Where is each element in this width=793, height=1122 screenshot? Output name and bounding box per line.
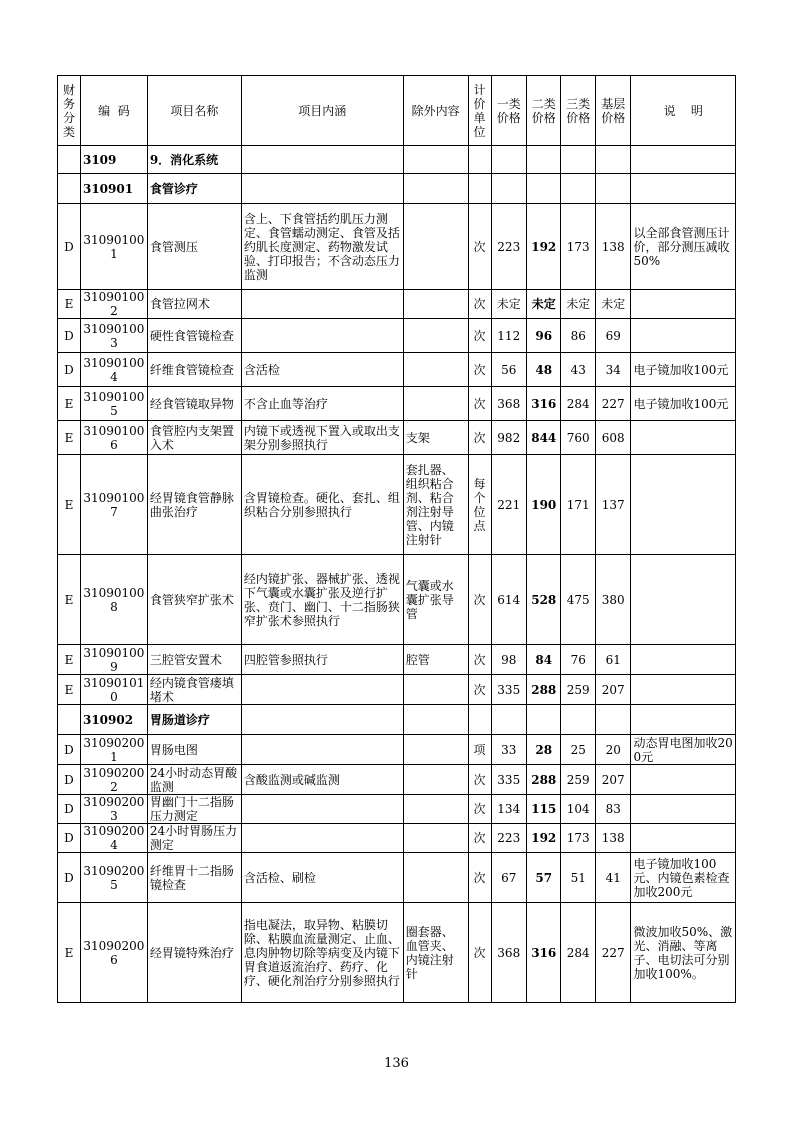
table-row: [58, 204, 736, 290]
item-name-cell: 食管狭窄扩张术: [147, 555, 241, 645]
price3-cell: 173: [561, 824, 595, 853]
table-row: [58, 795, 736, 824]
price4-cell: 未定: [595, 290, 631, 319]
price2-cell: 48: [527, 353, 561, 387]
col-header-note: 说 明: [631, 76, 736, 146]
section-title: 9．消化系统: [147, 146, 241, 174]
col-header-name: 项目名称: [147, 76, 241, 146]
category-cell: E: [58, 455, 81, 555]
content-cell: [241, 735, 403, 765]
table-row: [58, 290, 736, 319]
price3-cell: 未定: [561, 290, 595, 319]
unit-cell: 次: [468, 204, 491, 290]
price1-cell: 223: [491, 824, 527, 853]
col-header-price1: [491, 76, 527, 146]
group-row: [58, 705, 736, 735]
unit-cell: 次: [468, 555, 491, 645]
price4-cell: 227: [595, 387, 631, 421]
price4-cell: 138: [595, 824, 631, 853]
header-price3-text: 三类价格: [566, 96, 591, 125]
empty-cell: [491, 146, 527, 174]
table-row: [58, 903, 736, 1003]
note-cell: [631, 290, 736, 319]
price2-cell: 288: [527, 765, 561, 795]
unit-cell: 次: [468, 387, 491, 421]
price4-cell: 380: [595, 555, 631, 645]
exclusion-cell: [403, 853, 468, 903]
table-row: [58, 555, 736, 645]
price4-cell: 207: [595, 765, 631, 795]
price1-cell: 33: [491, 735, 527, 765]
empty-cell: [403, 174, 468, 204]
price1-cell: 未定: [491, 290, 527, 319]
content-cell: 含活检: [241, 353, 403, 387]
code-cell: 310901004: [80, 353, 147, 387]
note-cell: [631, 421, 736, 455]
price2-cell: 192: [527, 824, 561, 853]
unit-cell: 次: [468, 765, 491, 795]
note-cell: [631, 765, 736, 795]
table-row: [58, 353, 736, 387]
code-cell: 310901008: [80, 555, 147, 645]
item-name-cell: 三腔管安置术: [147, 645, 241, 675]
price1-cell: 368: [491, 387, 527, 421]
content-cell: 四腔管参照执行: [241, 645, 403, 675]
item-name-cell: 纤维食管镜检查: [147, 353, 241, 387]
note-cell: [631, 645, 736, 675]
header-price4-text: 基层价格: [601, 96, 626, 125]
unit-cell: 次: [468, 795, 491, 824]
item-name-cell: 24小时胃肠压力测定: [147, 824, 241, 853]
price1-cell: 982: [491, 421, 527, 455]
unit-cell: 次: [468, 290, 491, 319]
price1-cell: 335: [491, 765, 527, 795]
price3-cell: 760: [561, 421, 595, 455]
col-header-unit: [468, 76, 491, 146]
price4-cell: 41: [595, 853, 631, 903]
content-cell: 不含止血等治疗: [241, 387, 403, 421]
category-cell: E: [58, 421, 81, 455]
header-unit-text: 计价单位: [473, 82, 486, 139]
table-row: [58, 675, 736, 705]
content-cell: 指电凝法，取异物、粘膜切除、粘膜血流量测定、止血、息肉肿物切除等病变及内镜下胃食道返流治疗、药疗、化疗、硬化剂治疗分别参照执行: [241, 903, 403, 1003]
empty-cell: [561, 174, 595, 204]
note-cell: [631, 795, 736, 824]
empty-cell: [491, 705, 527, 735]
group-title: 食管诊疗: [147, 174, 241, 204]
empty-cell: [468, 174, 491, 204]
price3-cell: 171: [561, 455, 595, 555]
content-cell: 含上、下食管括约肌压力测定、食管蠕动测定、食管及括约肌长度测定、药物激发试验、打印报告；不含动态压力监测: [241, 204, 403, 290]
price4-cell: 227: [595, 903, 631, 1003]
item-name-cell: 纤维胃十二指肠镜检查: [147, 853, 241, 903]
col-header-category: [58, 76, 81, 146]
category-cell: D: [58, 319, 81, 353]
code-cell: 310902003: [80, 795, 147, 824]
empty-cell: [595, 705, 631, 735]
unit-cell: 次: [468, 421, 491, 455]
price2-cell: 528: [527, 555, 561, 645]
item-name-cell: 经胃镜食管静脉曲张治疗: [147, 455, 241, 555]
price2-cell: 288: [527, 675, 561, 705]
note-cell: [631, 455, 736, 555]
header-price2-text: 二类价格: [531, 96, 556, 125]
note-cell: 电子镜加收100元: [631, 387, 736, 421]
price1-cell: 221: [491, 455, 527, 555]
price3-cell: 259: [561, 765, 595, 795]
price1-cell: 112: [491, 319, 527, 353]
empty-cell: [403, 705, 468, 735]
col-header-price3: [561, 76, 595, 146]
table-row: [58, 421, 736, 455]
item-name-cell: 食管测压: [147, 204, 241, 290]
category-cell: D: [58, 795, 81, 824]
price2-cell: 316: [527, 903, 561, 1003]
empty-cell: [561, 705, 595, 735]
item-name-cell: 胃幽门十二指肠压力测定: [147, 795, 241, 824]
note-cell: [631, 555, 736, 645]
col-header-content: 项目内涵: [241, 76, 403, 146]
category-cell: D: [58, 353, 81, 387]
price4-cell: 69: [595, 319, 631, 353]
note-cell: [631, 675, 736, 705]
exclusion-cell: [403, 795, 468, 824]
exclusion-cell: [403, 290, 468, 319]
exclusion-cell: 套扎器、组织粘合剂、粘合剂注射导管、内镜注射针: [403, 455, 468, 555]
note-cell: 电子镜加收100元、内镜色素检查加收200元: [631, 853, 736, 903]
header-price1-text: 一类价格: [496, 96, 521, 125]
exclusion-cell: [403, 824, 468, 853]
category-cell: D: [58, 824, 81, 853]
code-cell: 310901007: [80, 455, 147, 555]
empty-cell: [631, 705, 736, 735]
group-title: 胃肠道诊疗: [147, 705, 241, 735]
col-header-price4: [595, 76, 631, 146]
content-cell: [241, 824, 403, 853]
table-row: [58, 735, 736, 765]
unit-cell: 次: [468, 903, 491, 1003]
note-cell: 动态胃电图加收200元: [631, 735, 736, 765]
table-row: [58, 387, 736, 421]
table-row: [58, 319, 736, 353]
price3-cell: 51: [561, 853, 595, 903]
unit-cell: 次: [468, 824, 491, 853]
price1-cell: 67: [491, 853, 527, 903]
item-name-cell: 硬性食管镜检查: [147, 319, 241, 353]
content-cell: 含活检、刷检: [241, 853, 403, 903]
price1-cell: 614: [491, 555, 527, 645]
note-cell: 微波加收50%、激光、消融、等离子、电切法可分别加收100%。: [631, 903, 736, 1003]
price3-cell: 43: [561, 353, 595, 387]
price3-cell: 284: [561, 387, 595, 421]
unit-cell: 次: [468, 853, 491, 903]
price2-cell: 57: [527, 853, 561, 903]
content-cell: [241, 319, 403, 353]
price2-cell: 未定: [527, 290, 561, 319]
table-row: [58, 455, 736, 555]
unit-cell: 次: [468, 319, 491, 353]
exclusion-cell: [403, 319, 468, 353]
item-name-cell: 经内镜食管瘘填堵术: [147, 675, 241, 705]
price4-cell: 83: [595, 795, 631, 824]
price1-cell: 368: [491, 903, 527, 1003]
exclusion-cell: [403, 675, 468, 705]
content-cell: [241, 290, 403, 319]
price3-cell: 25: [561, 735, 595, 765]
category-cell: E: [58, 645, 81, 675]
unit-cell: 次: [468, 353, 491, 387]
section-row: [58, 146, 736, 174]
table-body: [58, 76, 736, 1003]
group-row: [58, 174, 736, 204]
price2-cell: 316: [527, 387, 561, 421]
empty-cell: [58, 705, 81, 735]
code-cell: 310901005: [80, 387, 147, 421]
code-cell: 310901002: [80, 290, 147, 319]
price2-cell: 192: [527, 204, 561, 290]
price1-cell: 223: [491, 204, 527, 290]
table-row: [58, 853, 736, 903]
exclusion-cell: 腔管: [403, 645, 468, 675]
empty-cell: [58, 174, 81, 204]
price4-cell: 34: [595, 353, 631, 387]
note-cell: [631, 824, 736, 853]
price2-cell: 844: [527, 421, 561, 455]
category-cell: E: [58, 387, 81, 421]
item-name-cell: 胃肠电图: [147, 735, 241, 765]
col-header-price2: [527, 76, 561, 146]
code-cell: 310902002: [80, 765, 147, 795]
item-name-cell: 经胃镜特殊治疗: [147, 903, 241, 1003]
category-cell: D: [58, 204, 81, 290]
empty-cell: [631, 174, 736, 204]
empty-cell: [491, 174, 527, 204]
empty-cell: [241, 146, 403, 174]
price3-cell: 76: [561, 645, 595, 675]
price3-cell: 86: [561, 319, 595, 353]
code-cell: 310901010: [80, 675, 147, 705]
item-name-cell: 食管腔内支架置入术: [147, 421, 241, 455]
price4-cell: 137: [595, 455, 631, 555]
content-cell: 含胃镜检查。硬化、套扎、组织粘合分别参照执行: [241, 455, 403, 555]
code-cell: 310902006: [80, 903, 147, 1003]
header-row: [58, 76, 736, 146]
price4-cell: 20: [595, 735, 631, 765]
content-cell: [241, 795, 403, 824]
section-code: 3109: [80, 146, 147, 174]
content-cell: 内镜下或透视下置入或取出支架分别参照执行: [241, 421, 403, 455]
price2-cell: 28: [527, 735, 561, 765]
exclusion-cell: 支架: [403, 421, 468, 455]
price2-cell: 190: [527, 455, 561, 555]
fee-table: [57, 75, 736, 1003]
empty-cell: [527, 705, 561, 735]
category-cell: E: [58, 675, 81, 705]
exclusion-cell: [403, 735, 468, 765]
empty-cell: [631, 146, 736, 174]
empty-cell: [403, 146, 468, 174]
price4-cell: 608: [595, 421, 631, 455]
price4-cell: 138: [595, 204, 631, 290]
code-cell: 310902001: [80, 735, 147, 765]
exclusion-cell: [403, 204, 468, 290]
unit-cell: 项: [468, 735, 491, 765]
price3-cell: 104: [561, 795, 595, 824]
price1-cell: 335: [491, 675, 527, 705]
code-cell: 310901003: [80, 319, 147, 353]
note-cell: 以全部食管测压计价，部分测压减收50%: [631, 204, 736, 290]
price3-cell: 259: [561, 675, 595, 705]
price1-cell: 56: [491, 353, 527, 387]
price2-cell: 115: [527, 795, 561, 824]
code-cell: 310902004: [80, 824, 147, 853]
empty-cell: [595, 146, 631, 174]
unit-cell: 次: [468, 645, 491, 675]
unit-cell: 次: [468, 675, 491, 705]
category-cell: D: [58, 853, 81, 903]
category-cell: E: [58, 903, 81, 1003]
price1-cell: 98: [491, 645, 527, 675]
price4-cell: 61: [595, 645, 631, 675]
empty-cell: [241, 174, 403, 204]
code-cell: 310901009: [80, 645, 147, 675]
category-cell: E: [58, 555, 81, 645]
section-cat-cell: [58, 146, 81, 174]
exclusion-cell: 气囊或水囊扩张导管: [403, 555, 468, 645]
empty-cell: [527, 146, 561, 174]
category-cell: D: [58, 765, 81, 795]
content-cell: 经内镜扩张、器械扩张、透视下气囊或水囊扩张及逆行扩张、贲门、幽门、十二指肠狭窄扩张术参照执行: [241, 555, 403, 645]
content-cell: [241, 675, 403, 705]
note-cell: 电子镜加收100元: [631, 353, 736, 387]
empty-cell: [527, 174, 561, 204]
price4-cell: 207: [595, 675, 631, 705]
category-cell: D: [58, 735, 81, 765]
exclusion-cell: [403, 353, 468, 387]
empty-cell: [595, 174, 631, 204]
price1-cell: 134: [491, 795, 527, 824]
col-header-exclusions: 除外内容: [403, 76, 468, 146]
col-header-code: 编 码: [80, 76, 147, 146]
exclusion-cell: [403, 387, 468, 421]
table-row: [58, 765, 736, 795]
empty-cell: [561, 146, 595, 174]
item-name-cell: 经食管镜取异物: [147, 387, 241, 421]
item-name-cell: 食管拉网术: [147, 290, 241, 319]
empty-cell: [468, 705, 491, 735]
price3-cell: 475: [561, 555, 595, 645]
code-cell: 310901006: [80, 421, 147, 455]
item-name-cell: 24小时动态胃酸监测: [147, 765, 241, 795]
exclusion-cell: 圈套器、血管夹、内镜注射针: [403, 903, 468, 1003]
page-number: 136: [384, 1056, 409, 1071]
content-cell: 含酸监测或碱监测: [241, 765, 403, 795]
table-row: [58, 645, 736, 675]
price3-cell: 173: [561, 204, 595, 290]
group-code: 310901: [80, 174, 147, 204]
category-cell: E: [58, 290, 81, 319]
table-row: [58, 824, 736, 853]
empty-cell: [468, 146, 491, 174]
exclusion-cell: [403, 765, 468, 795]
header-category-text: 财务分类: [62, 82, 75, 139]
code-cell: 310901001: [80, 204, 147, 290]
note-cell: [631, 319, 736, 353]
unit-cell: 每个位点: [468, 455, 491, 555]
code-cell: 310902005: [80, 853, 147, 903]
empty-cell: [241, 705, 403, 735]
price3-cell: 284: [561, 903, 595, 1003]
group-code: 310902: [80, 705, 147, 735]
price2-cell: 84: [527, 645, 561, 675]
price2-cell: 96: [527, 319, 561, 353]
